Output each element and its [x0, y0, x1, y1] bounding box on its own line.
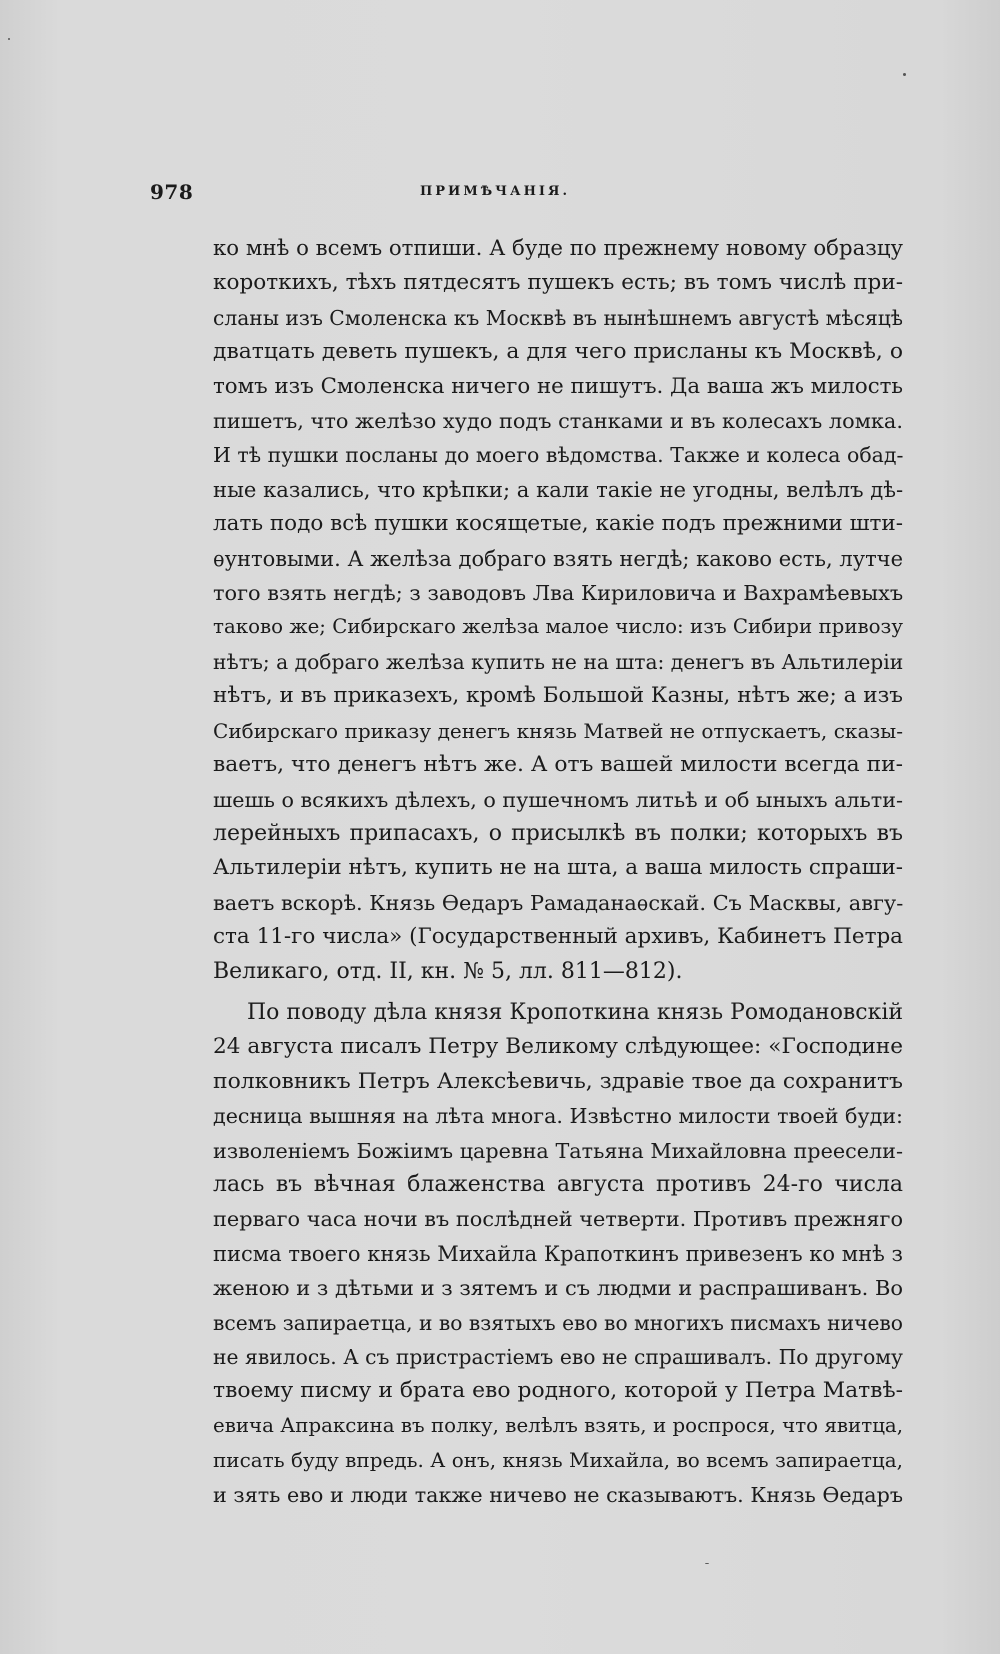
text-line: ные казались, что крѣпки; а кали такіе не угодны, велѣлъ дѣ-: [213, 476, 904, 502]
text-line: писма твоего князь Михайла Крапоткинъ привезенъ ко мнѣ з: [213, 1240, 903, 1266]
text-line: лать подо всѣ пушки косящетые, какіе подъ прежними шти-: [213, 511, 903, 537]
dust-speck: [903, 73, 906, 76]
text-line: И тѣ пушки посланы до моего вѣдомства. Также и колеса обад-: [213, 443, 904, 468]
text-line: всемъ запираетца, и во взятыхъ ево во многихъ писмахъ ничево: [213, 1310, 903, 1335]
text-line: шешь о всякихъ дѣлехъ, о пушечномъ литьѣ и об ыныхъ альти-: [213, 787, 903, 812]
text-line: нѣтъ; а добраго желѣза купить не на шта: денегъ въ Альтилеріи: [213, 649, 904, 674]
text-line: пишетъ, что желѣзо худо подъ станками и въ колесахъ ломка.: [213, 409, 903, 434]
text-line: таково же; Сибирскаго желѣза малое число: изъ Сибири привозу: [213, 615, 903, 639]
text-line: ваетъ, что денегъ нѣтъ же. А отъ вашей милости всегда пи-: [213, 752, 903, 778]
text-line: ста 11-го числа» (Государственный архивъ, Кабинетъ Петра: [213, 924, 903, 950]
text-line: дватцать деветь пушекъ, а для чего присланы къ Москвѣ, о: [213, 339, 903, 365]
text-line: изволеніемъ Божіимъ царевна Татьяна Михайловна преесели-: [213, 1138, 903, 1163]
paragraph: [213, 232, 913, 989]
text-line: десница вышняя на лѣта многа. Извѣстно милости твоей буди:: [213, 1104, 903, 1129]
text-line: ваетъ вскорѣ. Князь Ѳедаръ Рамаданаѳскай. Съ Масквы, авгу-: [213, 890, 904, 915]
running-title: ПРИМѢЧАНІЯ.: [420, 184, 570, 199]
dust-speck: [8, 38, 10, 40]
body-text: [213, 232, 913, 1512]
text-line: короткихъ, тѣхъ пятдесятъ пушекъ есть; въ томъ числѣ при-: [213, 270, 903, 296]
page-header: [150, 180, 840, 210]
text-line: писать буду впредь. А онъ, князь Михайла, во всемъ запираетца,: [213, 1448, 903, 1473]
page-number: 978: [150, 180, 194, 204]
text-line: перваго часа ночи въ послѣдней четверти. Противъ прежняго: [213, 1207, 903, 1232]
text-line: того взять негдѣ; з заводовъ Лва Кириловича и Вахрамѣевыхъ: [213, 581, 904, 606]
text-line: лерейныхъ припасахъ, о присылкѣ въ полки; которыхъ въ: [213, 820, 903, 846]
text-line: и зять ево и люди также ничево не сказываютъ. Князь Ѳедаръ: [213, 1482, 903, 1507]
text-line: томъ изъ Смоленска ничего не пишутъ. Да ваша жъ милость: [213, 373, 903, 399]
text-line: ѳунтовыми. А желѣза добраго взять негдѣ; каково есть, лутче: [213, 546, 903, 571]
text-line: нѣтъ, и въ приказехъ, кромѣ Большой Казны, нѣтъ же; а изъ: [213, 683, 903, 709]
text-line: По поводу дѣла князя Кропоткина князь Ромодановскій: [247, 999, 903, 1025]
text-line: евича Апраксина въ полку, велѣлъ взять, и роспрося, что явитца,: [213, 1413, 903, 1437]
text-line: ко мнѣ о всемъ отпиши. А буде по прежнему новому образцу: [213, 236, 903, 261]
paragraph: [213, 996, 913, 1512]
text-line: лась въ вѣчная блаженства августа противъ 24-го числа: [213, 1171, 903, 1197]
text-line: Великаго, отд. II, кн. № 5, лл. 811—812).: [213, 958, 683, 984]
text-line: твоему писму и брата ево родного, которой у Петра Матвѣ-: [213, 1378, 903, 1404]
text-line: женою и з дѣтьми и з зятемъ и съ людми и распрашиванъ. Во: [213, 1276, 903, 1301]
text-line: 24 августа писалъ Петру Великому слѣдующее: «Господине: [213, 1034, 903, 1060]
text-line: Сибирскаго приказу денегъ князь Матвей не отпускаетъ, сказы-: [213, 718, 903, 743]
text-line: полковникъ Петръ Алексѣевичь, здравіе твое да сохранитъ: [213, 1068, 903, 1094]
text-line: сланы изъ Смоленска къ Москвѣ въ нынѣшнемъ августѣ мѣсяцѣ: [213, 305, 903, 330]
text-line: Альтилеріи нѣтъ, купить не на шта, а ваша милость спраши-: [213, 855, 903, 881]
dust-speck: [705, 1563, 709, 1564]
text-line: не явилось. А съ пристрастіемъ ево не спрашивалъ. По другому: [213, 1345, 903, 1369]
